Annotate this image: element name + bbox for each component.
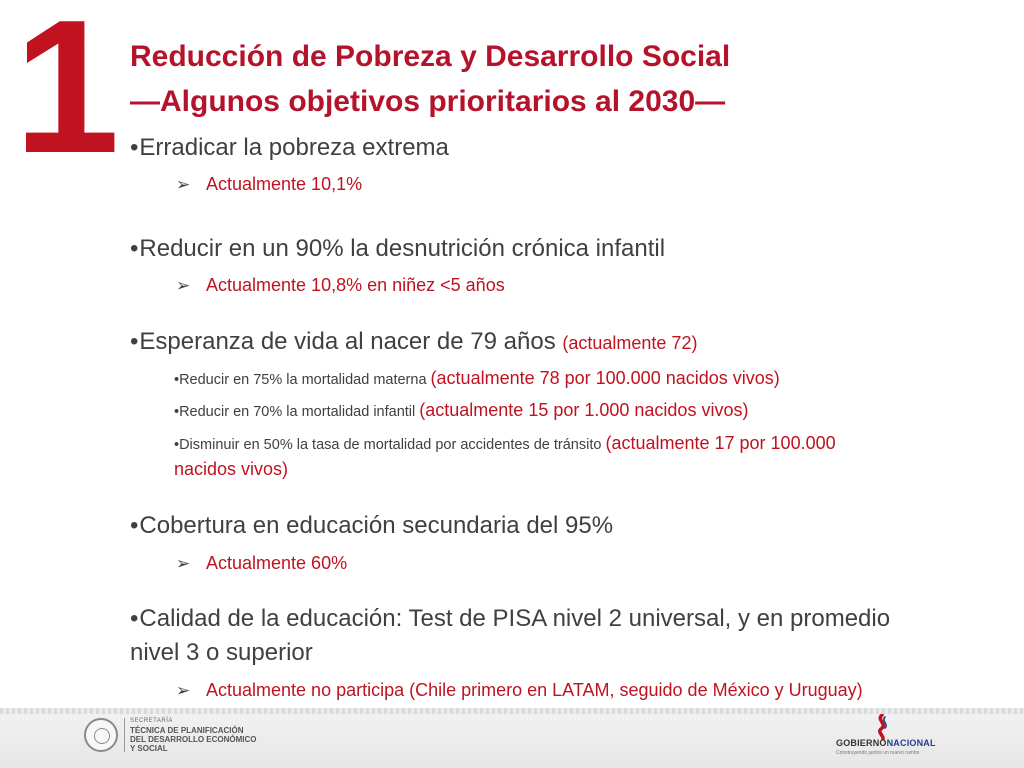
goal-2 xyxy=(130,232,990,266)
goal-2-status xyxy=(176,272,996,299)
goal-1-status xyxy=(176,171,996,198)
bullet-dot: • xyxy=(174,404,180,420)
goal-1 xyxy=(130,131,990,165)
subgoal-maternal-mortality xyxy=(174,365,1004,394)
goal-4 xyxy=(130,509,990,543)
gov-name-part-2: NACIONAL xyxy=(886,738,936,748)
subgoal-traffic-mortality-cont xyxy=(174,456,1004,485)
org-name-line-3: Y SOCIAL xyxy=(130,744,168,753)
goal-4-status-text: Actualmente 60% xyxy=(206,553,348,573)
arrow-bullet-icon: ➢ xyxy=(176,681,191,700)
org-name xyxy=(130,726,290,753)
subgoal-3-note: (actualmente 17 por 100.000 xyxy=(605,433,836,453)
subgoal-2-note: (actualmente 15 por 1.000 nacidos vivos) xyxy=(419,400,749,420)
org-name-line-1: TÉCNICA DE PLANIFICACIÓN xyxy=(130,726,244,735)
goal-2-status-text: Actualmente 10,8% en niñez <5 años xyxy=(206,275,505,295)
subgoal-2-text: Reducir en 70% la mortalidad infantil xyxy=(179,404,416,420)
goal-1-text: Erradicar la pobreza extrema xyxy=(139,134,449,161)
bullet-dot: • xyxy=(130,328,139,355)
goal-5-text-cont: nivel 3 o superior xyxy=(130,639,313,666)
government-name xyxy=(836,738,936,748)
goal-3 xyxy=(130,325,990,360)
footer-stripe xyxy=(0,708,1024,714)
subgoal-infant-mortality xyxy=(174,397,1004,426)
goal-5-status xyxy=(176,677,996,704)
goal-3-note: (actualmente 72) xyxy=(562,333,698,353)
bullet-dot: • xyxy=(174,437,180,453)
goal-4-text: Cobertura en educación secundaria del 95% xyxy=(139,512,614,539)
footer-bar xyxy=(0,708,1024,768)
goal-4-status xyxy=(176,550,996,577)
bullet-dot: • xyxy=(130,605,139,632)
bullet-dot: • xyxy=(130,134,139,161)
subgoal-traffic-mortality xyxy=(174,430,1004,459)
national-seal-icon xyxy=(84,718,118,752)
arrow-bullet-icon: ➢ xyxy=(176,276,191,295)
title-line-1: Reducción de Pobreza y Desarrollo Social xyxy=(130,40,731,73)
subgoal-3-note-cont: nacidos vivos) xyxy=(174,459,289,479)
bullet-dot: • xyxy=(174,372,180,388)
bullet-dot: • xyxy=(130,235,139,262)
goal-1-status-text: Actualmente 10,1% xyxy=(206,174,363,194)
subgoal-1-text: Reducir en 75% la mortalidad materna xyxy=(179,372,427,388)
subgoal-3-text: Disminuir en 50% la tasa de mortalidad por accidentes de tránsito xyxy=(179,437,602,453)
arrow-bullet-icon: ➢ xyxy=(176,175,191,194)
org-label: SECRETARÍA xyxy=(130,718,173,724)
footer-divider xyxy=(124,718,125,752)
slide-number: 1 xyxy=(14,0,116,193)
goal-3-text: Esperanza de vida al nacer de 79 años xyxy=(139,328,556,355)
subgoal-1-note: (actualmente 78 por 100.000 nacidos vivos) xyxy=(430,368,780,388)
slide-title xyxy=(130,34,1010,124)
org-name-line-2: DEL DESARROLLO ECONÓMICO xyxy=(130,735,257,744)
title-line-2: —Algunos objetivos prioritarios al 2030— xyxy=(130,85,726,118)
goal-5-status-text: Actualmente no participa (Chile primero en LATAM, seguido de México y Uruguay) xyxy=(206,680,863,700)
goal-2-text: Reducir en un 90% la desnutrición crónica infantil xyxy=(139,235,666,262)
goal-5-text: Calidad de la educación: Test de PISA nivel 2 universal, y en promedio xyxy=(139,605,891,632)
goal-5-cont xyxy=(130,636,990,670)
gov-name-part-1: GOBIERNO xyxy=(836,738,887,748)
arrow-bullet-icon: ➢ xyxy=(176,554,191,573)
government-tagline: Construyendo juntos un nuevo rumbo xyxy=(836,750,920,756)
bullet-dot: • xyxy=(130,512,139,539)
goal-5 xyxy=(130,602,990,636)
government-logo-icon xyxy=(872,714,892,740)
